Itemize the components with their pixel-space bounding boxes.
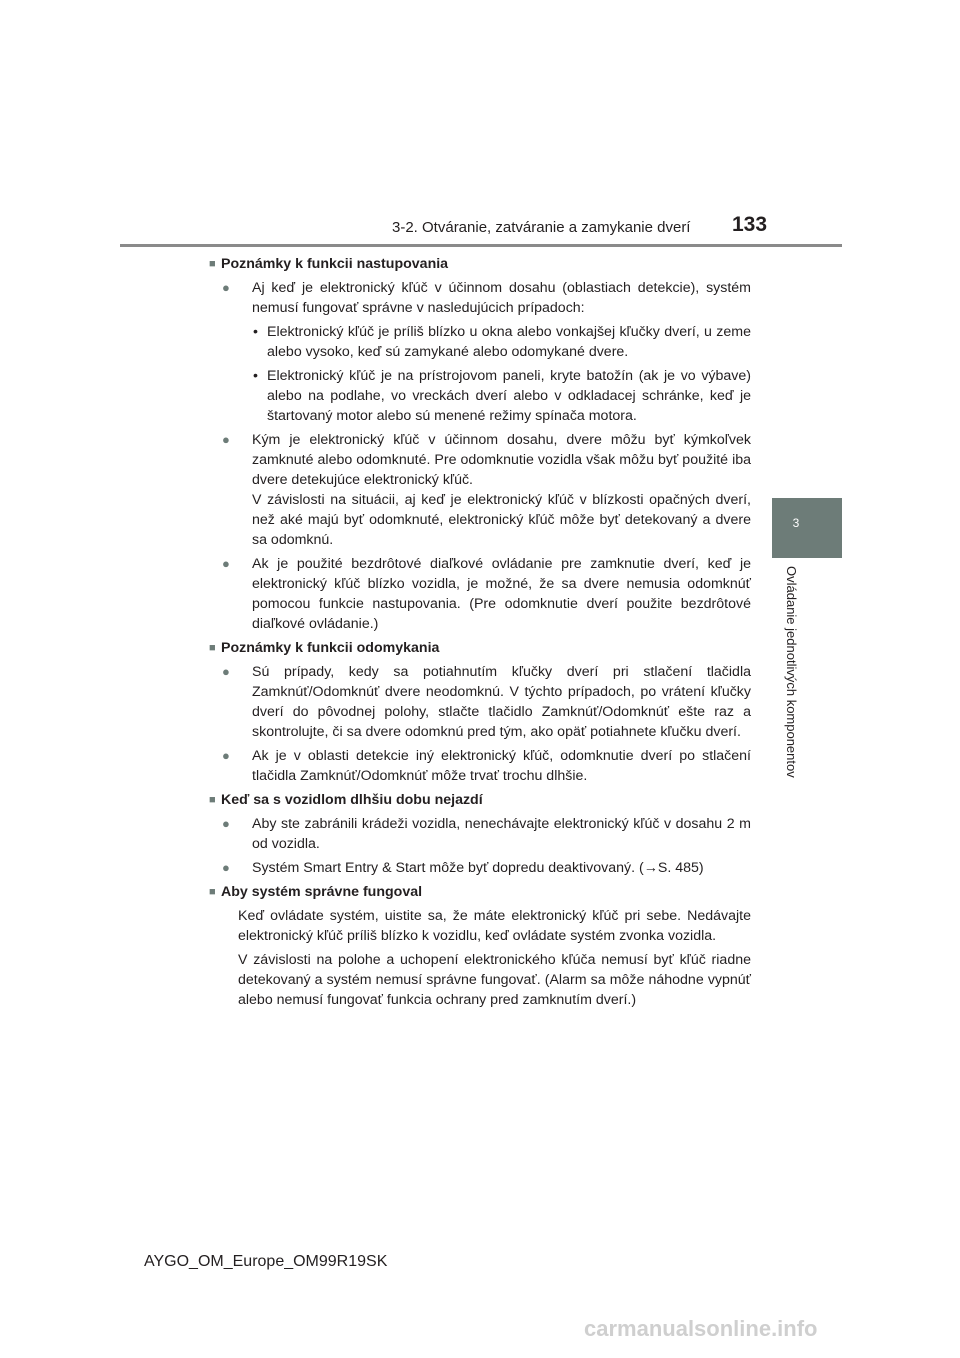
sub-item-text: Elektronický kľúč je príliš blízko u okna alebo vonkajšej kľučky dverí, u zeme alebo vysoko, keď sú zamykané alebo odomykané dvere. bbox=[267, 324, 751, 360]
bullet-item bbox=[209, 278, 751, 318]
bullet-item bbox=[209, 814, 751, 854]
section-heading bbox=[209, 254, 751, 274]
section-heading-text: Poznámky k funkcii odomykania bbox=[221, 640, 440, 656]
dot-bullet-icon: ● bbox=[222, 860, 230, 875]
bullet-text: Sú prípady, kedy sa potiahnutím kľučky dverí pri stlačení tlačidla Zamknúť/Odomknúť dvere neodomknú. V týchto prípadoch, po vrátení kľučky dverí do pôvodnej polohy, stlačte tlačidlo Zamknúť/Odomknúť ešte raz a skontrolujte, či sa dvere odomknú pred tým, ako opäť potiahnete kľučku dverí. bbox=[252, 664, 751, 740]
section-heading bbox=[209, 790, 751, 810]
bullet-text: Systém Smart Entry & Start môže byť dopredu deaktivovaný. (→S. 485) bbox=[252, 860, 704, 876]
dot-bullet-icon: ● bbox=[222, 432, 230, 447]
bullet-item bbox=[209, 430, 751, 550]
chapter-title: Ovládanie jednotlivých komponentov bbox=[784, 566, 799, 778]
bullet-text: Kým je elektronický kľúč v účinnom dosahu, dvere môžu byť kýmkoľvek zamknuté alebo odomknuté. Pre odomknutie vozidla však môžu byť použité iba dvere detekujúce elektronický kľúč. bbox=[252, 432, 751, 488]
paragraph: V závislosti na polohe a uchopení elektronického kľúča nemusí byť kľúč riadne detekovaný a systém nemusí správne fungovať. (Alarm sa môže náhodne vypnúť alebo nemusí fungovať funkcia ochrany pred zamknutím dverí.) bbox=[238, 952, 751, 1008]
bullet-text: Ak je použité bezdrôtové diaľkové ovládanie pre zamknutie dverí, keď je elektronický kľúč blízko vozidla, je možné, že sa dvere nemusia odomknúť pomocou funkcie nastupovania. (Pre odomknutie dverí použite bezdrôtové diaľkové ovládanie.) bbox=[252, 556, 751, 632]
page-content bbox=[209, 254, 751, 1014]
sub-item-text: Elektronický kľúč je na prístrojovom paneli, kryte batožín (ak je vo výbave) alebo na podlahe, vo vreckách dverí alebo v odkladacej schránke, keď je štartovaný motor alebo sú menené režimy spínača motora. bbox=[267, 368, 751, 424]
section-heading bbox=[209, 882, 751, 902]
section-heading-text: Poznámky k funkcii nastupovania bbox=[221, 256, 449, 272]
dot-bullet-icon: ● bbox=[222, 748, 230, 763]
section-heading-text: Aby systém správne fungoval bbox=[221, 884, 423, 900]
square-bullet-icon: ■ bbox=[209, 642, 216, 654]
dot-bullet-icon: ● bbox=[222, 816, 230, 831]
bullet-text: Aby ste zabránili krádeži vozidla, nenechávajte elektronický kľúč v dosahu 2 m od vozidla. bbox=[252, 816, 751, 852]
bullet-text: Ak je v oblasti detekcie iný elektronický kľúč, odomknutie dverí po stlačení tlačidla Zamknúť/Odomknúť môže trvať trochu dlhšie. bbox=[252, 748, 751, 784]
dot-bullet-icon: ● bbox=[222, 556, 230, 571]
sub-item bbox=[209, 322, 751, 362]
sub-bullet-icon: • bbox=[253, 324, 258, 340]
square-bullet-icon: ■ bbox=[209, 794, 216, 806]
square-bullet-icon: ■ bbox=[209, 258, 216, 270]
header-rule bbox=[120, 244, 842, 247]
chapter-tab bbox=[772, 498, 842, 558]
dot-bullet-icon: ● bbox=[222, 280, 230, 295]
bullet-item bbox=[209, 858, 751, 878]
dot-bullet-icon: ● bbox=[222, 664, 230, 679]
sub-item bbox=[209, 366, 751, 426]
document-code: AYGO_OM_Europe_OM99R19SK bbox=[144, 1253, 388, 1270]
section-title: 3-2. Otváranie, zatváranie a zamykanie dverí bbox=[392, 219, 691, 236]
bullet-item bbox=[209, 554, 751, 634]
chapter-number: 3 bbox=[792, 516, 800, 530]
bullet-text: Aj keď je elektronický kľúč v účinnom dosahu (oblastiach detekcie), systém nemusí fungovať správne v nasledujúcich prípadoch: bbox=[252, 280, 751, 316]
square-bullet-icon: ■ bbox=[209, 886, 216, 898]
page-number: 133 bbox=[732, 213, 768, 236]
section-heading-text: Keď sa s vozidlom dlhšiu dobu nejazdí bbox=[221, 792, 483, 808]
bullet-item bbox=[209, 746, 751, 786]
bullet-text: V závislosti na situácii, aj keď je elektronický kľúč v blízkosti opačných dverí, než aké majú byť odomknuté, elektronický kľúč môže byť detekovaný a dvere sa odomknú. bbox=[252, 492, 751, 548]
bullet-item bbox=[209, 662, 751, 742]
sub-bullet-icon: • bbox=[253, 368, 258, 384]
paragraph: Keď ovládate systém, uistite sa, že máte elektronický kľúč pri sebe. Nedávajte elektronický kľúč príliš blízko k vozidlu, keď ovládate systém zvonka vozidla. bbox=[238, 908, 751, 944]
section-heading bbox=[209, 638, 751, 658]
watermark: carmanualsonline.info bbox=[584, 1316, 818, 1341]
